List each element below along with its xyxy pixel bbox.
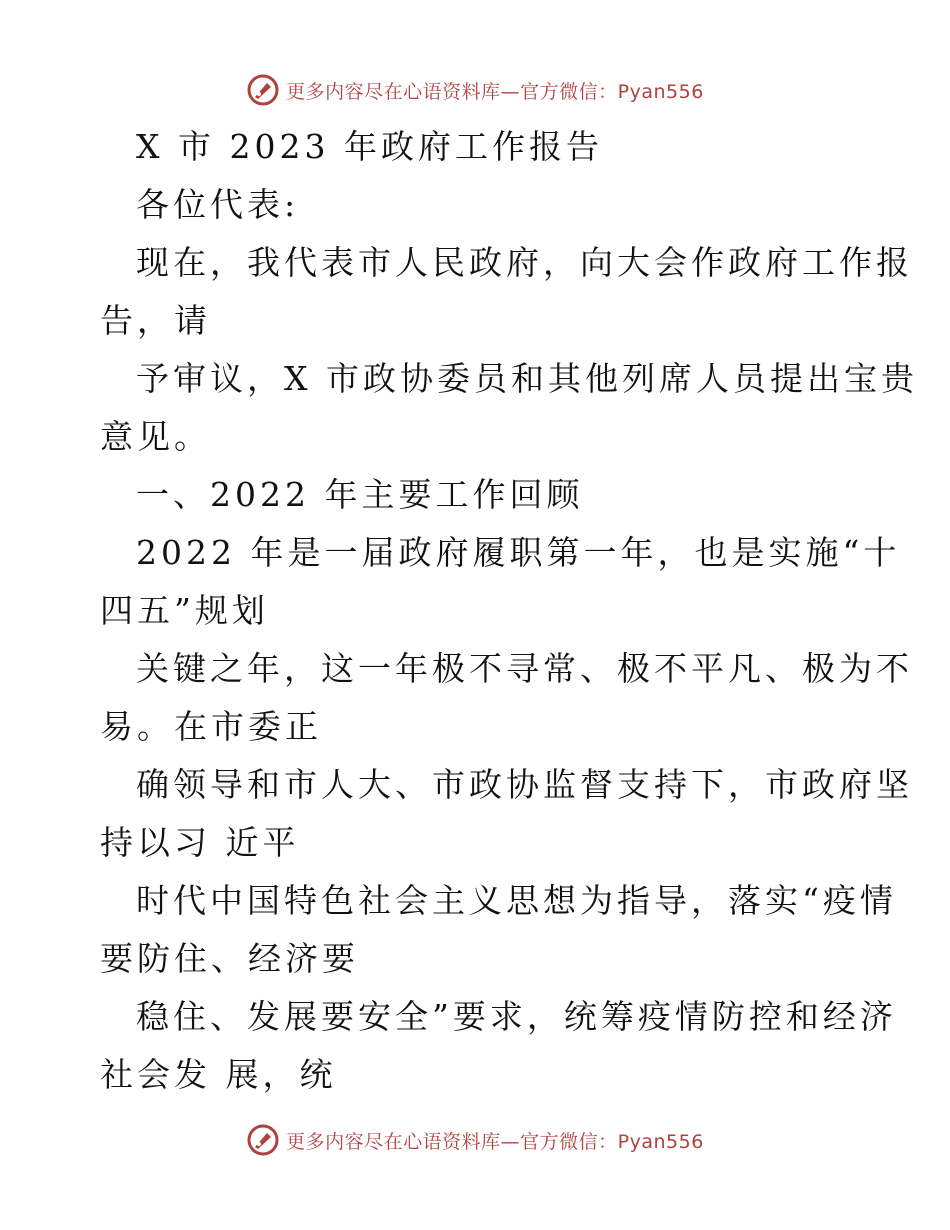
paragraph-line: 稳住、发展要安全”要求，统筹疫情防控和经济: [136, 997, 897, 1036]
paragraph-line: 持以习 近平: [100, 823, 300, 862]
paragraph-line: 意见。: [100, 417, 211, 456]
paragraph-line: 予审议，X 市政协委员和其他列席人员提出宝贵: [136, 359, 918, 398]
watermark-text: 更多内容尽在心语资料库—官方微信：Pyan556: [286, 80, 704, 103]
document-title: X 市 2023 年政府工作报告: [136, 127, 603, 166]
header-watermark-banner: [0, 70, 950, 110]
pen-nib-logo-icon: [246, 1123, 280, 1157]
paragraph-line: 关键之年，这一年极不寻常、极不平凡、极为不: [136, 649, 913, 688]
paragraph-line: 易。在市委正: [100, 707, 322, 746]
watermark-text: 更多内容尽在心语资料库—官方微信：Pyan556: [286, 1130, 704, 1153]
section-heading: 一、2022 年主要工作回顾: [136, 475, 584, 514]
paragraph-line: 确领导和市人大、市政协监督支持下，市政府坚: [136, 765, 913, 804]
paragraph-line: 现在，我代表市人民政府，向大会作政府工作报: [136, 243, 913, 282]
paragraph-line: 社会发 展，统: [100, 1055, 337, 1094]
pen-nib-logo-icon: [246, 73, 280, 107]
footer-watermark-banner: [0, 1120, 950, 1160]
paragraph-line: 2022 年是一届政府履职第一年，也是实施“十: [136, 533, 901, 572]
paragraph-line: 告，请: [100, 301, 211, 340]
paragraph-line: 四五”规划: [100, 591, 269, 630]
salutation: 各位代表:: [136, 185, 300, 224]
paragraph-line: 时代中国特色社会主义思想为指导，落实“疫情: [136, 881, 897, 920]
paragraph-line: 要防住、经济要: [100, 939, 359, 978]
